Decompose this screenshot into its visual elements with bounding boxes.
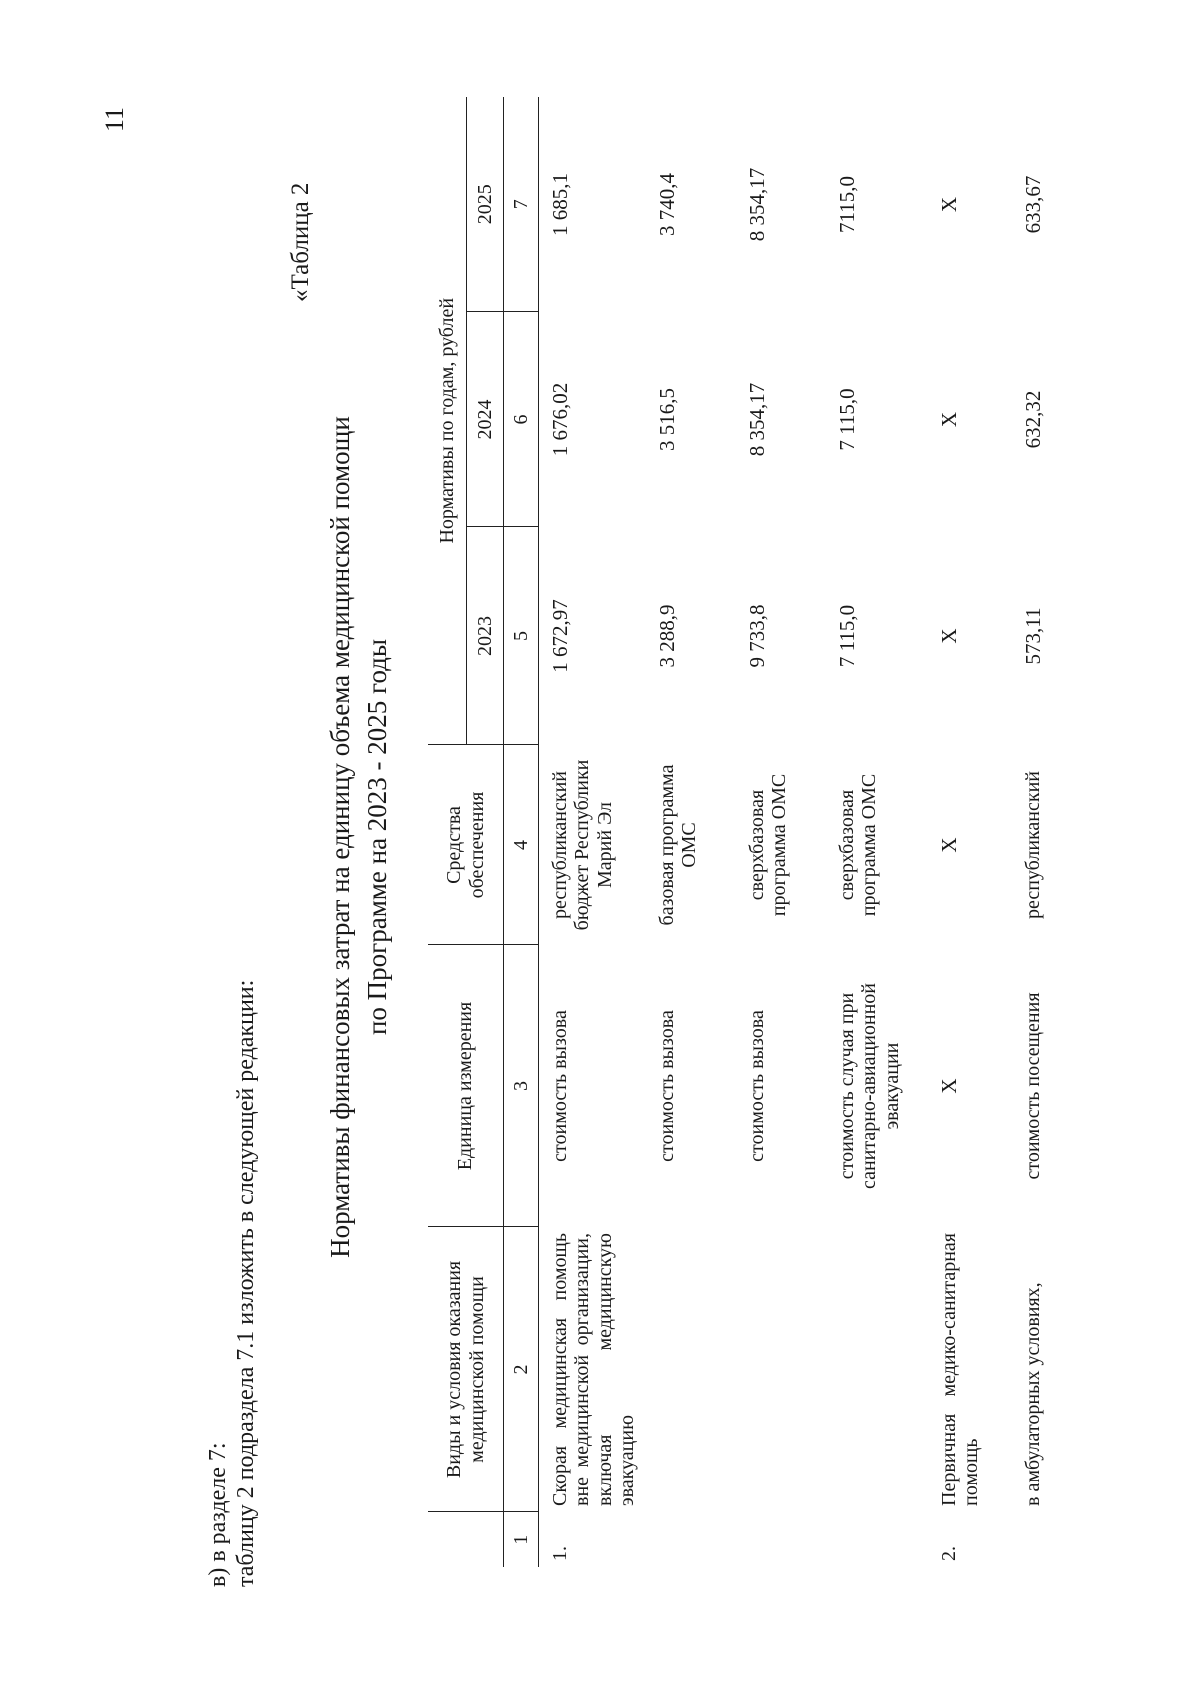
row-unit: Х <box>937 1078 961 1094</box>
row-value-2024: 7 115,0 <box>835 388 859 451</box>
col-number-cell: 3 <box>504 945 539 1227</box>
row-value-2023: Х <box>937 628 961 644</box>
row-number <box>826 1512 928 1567</box>
row-value-2023: 1 672,97 <box>548 599 572 673</box>
row-source: республиканский <box>1022 770 1044 920</box>
table-row <box>826 97 928 1567</box>
row-value-2024: 1 676,02 <box>548 382 572 457</box>
row-value-2025: 8 354,17 <box>745 167 769 242</box>
row-source: сверхбазовая программа ОМС <box>746 773 791 917</box>
row-value-2024: 632,32 <box>1021 390 1045 449</box>
row-source: республиканский бюджет Республики Марий Эл <box>549 759 616 931</box>
row-unit: стоимость вызова <box>656 1010 678 1162</box>
intro-line: таблицу 2 подраздела 7.1 изложить в следующей редакции: <box>233 979 259 1587</box>
row-value-2025: Х <box>937 196 961 213</box>
row-source: базовая программа ОМС <box>656 764 701 926</box>
header-unit: Единица измерения <box>428 945 504 1227</box>
row-value-2023: 7 115,0 <box>835 604 859 668</box>
row-source: сверхбазовая программа ОМС <box>836 773 881 917</box>
row-source: Х <box>937 837 961 853</box>
table-row <box>736 97 826 1567</box>
header-types: Виды и условия оказания медицинской помощи <box>428 1227 504 1512</box>
row-unit: стоимость посещения <box>1022 992 1044 1180</box>
row-unit: стоимость вызова <box>549 1010 571 1162</box>
row-type: Первичная медико-санитарная помощь <box>938 1233 983 1506</box>
header-cell <box>428 1512 504 1567</box>
table-row <box>928 97 1012 1567</box>
row-value-2024: Х <box>937 411 961 428</box>
row-number <box>736 1512 826 1567</box>
row-unit: стоимость случая при санитарно-авиационной эвакуации <box>836 982 903 1190</box>
row-number <box>1012 1512 1064 1567</box>
col-number-cell: 1 <box>504 1512 539 1567</box>
row-type: в амбулаторных условиях, <box>1022 1282 1044 1506</box>
header-year-2024: 2024 <box>467 312 504 527</box>
table-title: по Программе на 2023 - 2025 годы <box>362 638 392 1036</box>
table-row <box>646 97 736 1567</box>
row-number: 2. <box>938 1546 960 1561</box>
norms-table <box>428 97 1064 1567</box>
row-type: Скорая медицинская помощь вне медицинской организации, включая медицинскую эвакуацию <box>549 1233 639 1506</box>
row-value-2023: 9 733,8 <box>745 604 769 668</box>
row-type <box>736 1227 826 1512</box>
table-label: «Таблица 2 <box>287 182 314 302</box>
col-number-cell: 6 <box>504 312 539 527</box>
row-value-2024: 3 516,5 <box>655 388 679 451</box>
row-value-2024: 8 354,17 <box>745 382 769 457</box>
header-source: Средства обеспечения <box>428 745 504 945</box>
row-value-2023: 573,11 <box>1021 607 1045 665</box>
row-type <box>646 1227 736 1512</box>
row-value-2025: 1 685,1 <box>548 173 572 236</box>
row-number <box>646 1512 736 1567</box>
row-value-2025: 3 740,4 <box>655 173 679 236</box>
table-row <box>1012 97 1064 1567</box>
header-year-2025: 2025 <box>467 97 504 312</box>
intro-line: в) в разделе 7: <box>205 1442 231 1587</box>
page-number: 11 <box>100 106 129 132</box>
col-number-cell: 7 <box>504 97 539 312</box>
header-year-2023: 2023 <box>467 527 504 745</box>
row-value-2025: 7115,0 <box>835 176 859 233</box>
row-value-2023: 3 288,9 <box>655 604 679 668</box>
row-unit: стоимость вызова <box>746 1010 768 1162</box>
header-norms-group: Нормативы по годам, рублей <box>428 97 467 745</box>
row-number: 1. <box>549 1546 571 1561</box>
col-number-cell: 2 <box>504 1227 539 1512</box>
row-value-2025: 633,67 <box>1021 175 1045 234</box>
col-number-cell: 4 <box>504 745 539 945</box>
row-type <box>826 1227 928 1512</box>
table-title: Нормативы финансовых затрат на единицу объема медицинской помощи <box>325 416 355 1258</box>
col-number-cell: 5 <box>504 527 539 745</box>
table-row <box>539 97 647 1567</box>
